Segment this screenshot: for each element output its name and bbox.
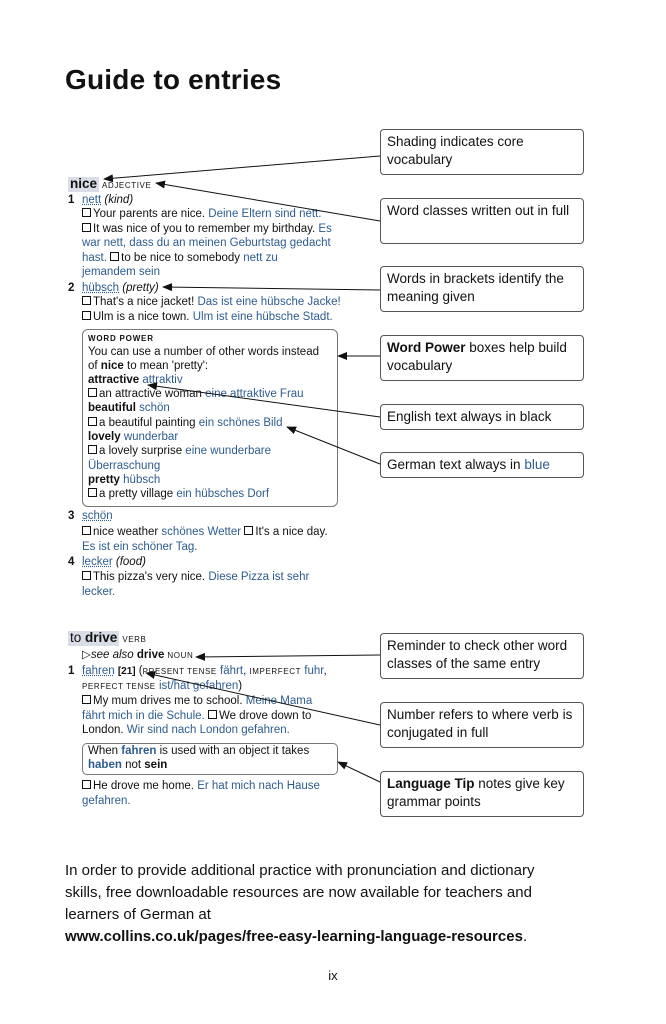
example-de: Überraschung (88, 460, 161, 472)
example-de: hast. (82, 252, 107, 264)
example-en: My mum drives me to school. (93, 695, 243, 707)
example-en: a beautiful painting (99, 417, 196, 429)
word-power-heading: WORD POWER (88, 334, 154, 343)
example-de: Es ist ein schöner Tag. (82, 541, 198, 553)
example-en: It's a nice day. (255, 526, 328, 538)
example-en: an attractive woman (99, 388, 202, 400)
callout-blue-word: blue (524, 457, 550, 472)
callout-text: notes give key grammar points (387, 776, 565, 809)
footer-line: skills, free downloadable resources are now available for teachers and (65, 884, 532, 901)
example-en: a lovely surprise (99, 445, 183, 457)
callout-bold: Language Tip (387, 776, 475, 791)
example-en: a pretty village (99, 488, 174, 500)
sense-1: 1 fahren [21] (PRESENT TENSE fährt, IMPERFECT fuhr, (68, 665, 327, 677)
example-de: ein hübsches Dorf (176, 488, 270, 500)
wp-word-de: wunderbar (123, 431, 179, 443)
tense-label: PRESENT TENSE (142, 667, 217, 676)
footer-line: In order to provide additional practice with pronunciation and dictionary (65, 862, 535, 879)
page-title: Guide to entries (65, 64, 282, 95)
arrow-word-class (156, 183, 380, 221)
example-de: Deine Eltern sind nett. (208, 208, 322, 220)
callout-text: German text always in (387, 457, 521, 472)
example-en: It was nice of you to remember my birthday. (93, 223, 316, 235)
example-de: Das ist eine hübsche Jacke! (197, 296, 341, 308)
footer-line: learners of German at (65, 906, 211, 923)
tip-word: fahren (121, 745, 157, 757)
example-de: schönes Wetter (161, 526, 242, 538)
footer-punct: . (522, 928, 528, 945)
example-de: Ulm ist eine hübsche Stadt. (192, 311, 333, 323)
callout-text: boxes help build vocabulary (387, 340, 567, 373)
example-en: nice weather (93, 526, 159, 538)
example-de: Meine Mama (245, 695, 313, 707)
wp-word-de: schön (139, 402, 170, 414)
sense-translation: nett (82, 194, 102, 206)
callout-reminder: Reminder to check other word classes of the same entry (380, 633, 584, 679)
tip-text: is used with an object it takes (159, 745, 310, 757)
arrow-german (287, 427, 380, 464)
wp-word-de: attraktiv (142, 374, 183, 386)
example-en: Ulm is a nice town. (93, 311, 190, 323)
example-de: gefahren. (82, 795, 131, 807)
tense-row: PERFECT TENSE ist/hat gefahren) (82, 680, 243, 692)
intro-keyword: nice (100, 360, 124, 372)
tense-label: PERFECT TENSE (82, 682, 156, 691)
example-de: ein schönes Bild (198, 417, 283, 429)
see-also-arrow-icon: ▷ (82, 649, 91, 661)
intro-text: of (88, 360, 98, 372)
tip-text: When (88, 745, 119, 757)
callout-conjugation: Number refers to where verb is conjugated in full (380, 702, 584, 748)
word-power-intro: You can use a number of other words instead (88, 346, 319, 358)
example-en: We drove down to (218, 710, 312, 722)
example-de: jemandem sein (82, 266, 160, 278)
example-de: Es (318, 223, 332, 235)
example-en: London. (82, 724, 124, 736)
word-class: ADJECTIVE (102, 181, 152, 190)
tense-form: fuhr (304, 665, 324, 677)
headword-nice: nice (70, 176, 98, 191)
example-en: to be nice to somebody (121, 252, 241, 264)
sense-translation: fahren (82, 665, 115, 677)
arrow-conjugation (146, 673, 380, 725)
wp-word-de: hübsch (123, 474, 161, 486)
example-en: Your parents are nice. (93, 208, 206, 220)
sense-number: 2 (68, 282, 75, 294)
example-de: nett zu (243, 252, 278, 264)
example-de: eine attraktive Frau (205, 388, 304, 400)
page-number: ix (328, 968, 338, 983)
example-en: That's a nice jacket! (93, 296, 195, 308)
callout-shading: Shading indicates core vocabulary (380, 129, 584, 175)
see-also-word: drive (136, 649, 165, 661)
example-de: Wir sind nach London gefahren. (126, 724, 290, 736)
callout-brackets: Words in brackets identify the meaning given (380, 266, 584, 312)
footer-paragraph (65, 860, 585, 948)
sense-translation: hübsch (82, 282, 120, 294)
word-class: VERB (122, 635, 147, 644)
wp-word-en: attractive (88, 374, 140, 386)
verb-table-ref: [21] (117, 666, 136, 677)
arrow-english (148, 385, 380, 417)
example-de: lecker. (82, 586, 116, 598)
example-en: He drove me home. (93, 780, 194, 792)
callout-word-classes: Word classes written out in full (380, 198, 584, 244)
sense-translation: lecker (82, 556, 113, 568)
tense-label: IMPERFECT (249, 667, 302, 676)
headword-prefix: to (70, 630, 82, 645)
sense-translation: schön (82, 510, 113, 522)
tip-text: not (125, 759, 142, 771)
sense-gloss: (food) (115, 556, 146, 568)
sense-number: 1 (68, 665, 75, 677)
resources-link[interactable]: www.collins.co.uk/pages/free-easy-learning-language-resources (65, 928, 523, 945)
see-also-label: see also (90, 649, 134, 661)
sense-gloss: (kind) (104, 194, 134, 206)
example-de: war nett, dass du an meinen Geburtstag gedacht (82, 237, 331, 249)
sense-gloss: (pretty) (122, 282, 159, 294)
wp-word-en: beautiful (88, 402, 136, 414)
example-de: Er hat mich nach Hause (197, 780, 320, 792)
sense-number: 3 (68, 510, 75, 522)
example-de: fährt mich in die Schule. (82, 710, 205, 722)
callout-bold: Word Power (387, 340, 466, 355)
intro-text: to mean 'pretty': (127, 360, 209, 372)
footer-url-line (65, 926, 585, 948)
arrow-reminder (196, 655, 380, 657)
arrow-shading (104, 156, 380, 179)
headword: drive (85, 630, 118, 645)
tip-word: haben (88, 759, 122, 771)
tense-form: ist/hat gefahren (158, 680, 239, 692)
see-also-class: NOUN (167, 651, 194, 660)
sense-number: 1 (68, 194, 75, 206)
sense-number: 4 (68, 556, 75, 568)
example-de: Diese Pizza ist sehr (208, 571, 310, 583)
tense-form: fährt (220, 665, 244, 677)
tip-word: sein (144, 759, 168, 771)
arrow-language-tip (338, 762, 380, 782)
example-en: This pizza's very nice. (93, 571, 206, 583)
arrow-brackets (163, 287, 380, 290)
callout-english-black: English text always in black (380, 404, 584, 430)
wp-word-en: pretty (88, 474, 120, 486)
example-de: eine wunderbare (185, 445, 271, 457)
wp-word-en: lovely (88, 431, 121, 443)
